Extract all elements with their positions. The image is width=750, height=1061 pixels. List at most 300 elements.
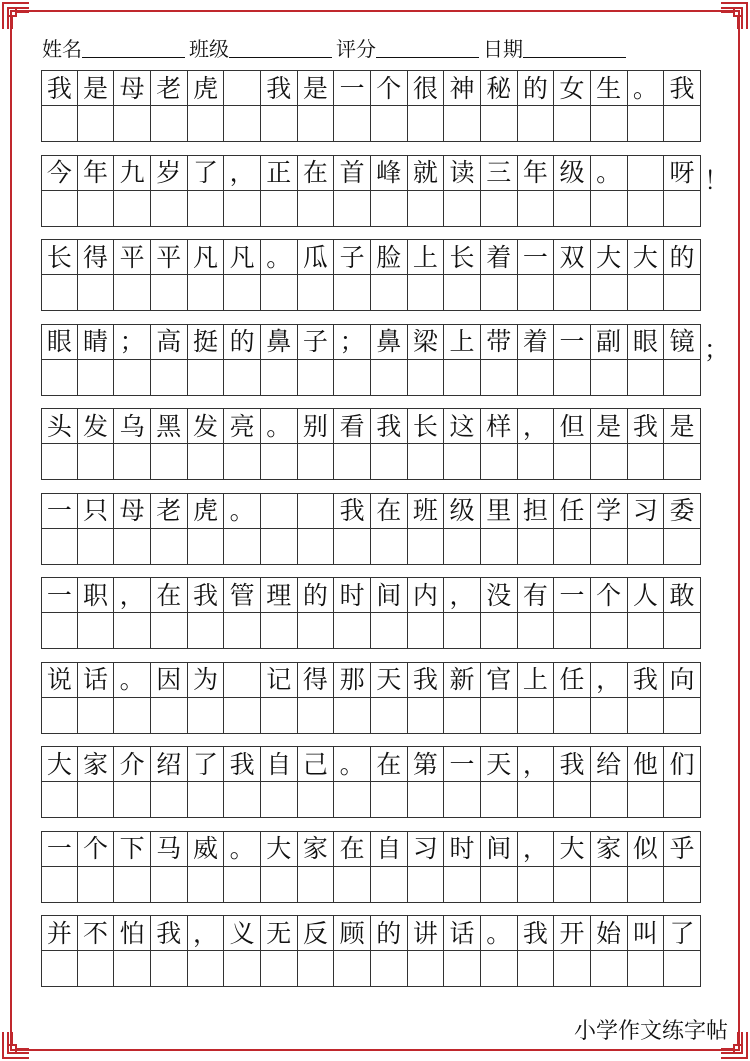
practice-cell[interactable] — [188, 106, 225, 142]
practice-cell[interactable] — [444, 106, 481, 142]
practice-row — [41, 529, 701, 565]
practice-cell[interactable] — [41, 106, 78, 142]
practice-cell[interactable] — [78, 106, 115, 142]
practice-cell[interactable] — [114, 444, 151, 480]
practice-cell[interactable] — [334, 951, 371, 987]
margin-punctuation: ！ — [704, 165, 730, 195]
practice-cell[interactable] — [664, 360, 701, 396]
practice-cell[interactable] — [41, 444, 78, 480]
character-cell: 一 — [41, 831, 78, 867]
practice-cell[interactable] — [188, 613, 225, 649]
practice-cell[interactable] — [334, 867, 371, 903]
practice-cell[interactable] — [554, 106, 591, 142]
practice-cell[interactable] — [554, 360, 591, 396]
practice-cell[interactable] — [554, 782, 591, 818]
character-cell: 。 — [628, 70, 665, 106]
practice-cell[interactable] — [371, 106, 408, 142]
practice-cell[interactable] — [151, 444, 188, 480]
practice-cell[interactable] — [151, 782, 188, 818]
practice-cell[interactable] — [298, 275, 335, 311]
practice-cell[interactable] — [628, 106, 665, 142]
practice-cell[interactable] — [481, 360, 518, 396]
practice-cell[interactable] — [518, 191, 555, 227]
name-blank[interactable] — [82, 56, 185, 58]
practice-cell[interactable] — [224, 360, 261, 396]
character-cell: 鼻 — [371, 324, 408, 360]
practice-cell[interactable] — [591, 444, 628, 480]
practice-cell[interactable] — [518, 106, 555, 142]
practice-cell[interactable] — [334, 275, 371, 311]
practice-cell[interactable] — [371, 529, 408, 565]
practice-cell[interactable] — [114, 529, 151, 565]
practice-cell[interactable] — [261, 360, 298, 396]
practice-cell[interactable] — [298, 698, 335, 734]
character-cell: 长 — [408, 408, 445, 444]
practice-cell[interactable] — [41, 191, 78, 227]
character-cell: 我 — [151, 915, 188, 951]
character-cell: 一 — [444, 746, 481, 782]
practice-cell[interactable] — [298, 867, 335, 903]
practice-cell[interactable] — [591, 867, 628, 903]
class-label: 班级 — [189, 37, 229, 61]
practice-cell[interactable] — [298, 444, 335, 480]
practice-cell[interactable] — [481, 106, 518, 142]
practice-cell[interactable] — [444, 444, 481, 480]
character-cell: 习 — [408, 831, 445, 867]
character-cell: 了 — [664, 915, 701, 951]
practice-cell[interactable] — [114, 275, 151, 311]
practice-cell[interactable] — [481, 275, 518, 311]
practice-cell[interactable] — [481, 191, 518, 227]
character-cell: 习 — [628, 493, 665, 529]
practice-cell[interactable] — [371, 360, 408, 396]
practice-cell[interactable] — [444, 867, 481, 903]
character-cell: 的 — [298, 577, 335, 613]
practice-cell[interactable] — [334, 191, 371, 227]
character-cell: 的 — [518, 70, 555, 106]
character-cell: 家 — [591, 831, 628, 867]
practice-cell[interactable] — [371, 191, 408, 227]
practice-cell[interactable] — [408, 106, 445, 142]
date-field — [483, 33, 630, 62]
name-field — [42, 33, 189, 62]
practice-cell[interactable] — [261, 867, 298, 903]
character-cell: 似 — [628, 831, 665, 867]
corner-ornament-top-right — [720, 2, 748, 30]
practice-cell[interactable] — [518, 867, 555, 903]
practice-cell[interactable] — [444, 529, 481, 565]
character-cell: 在 — [371, 493, 408, 529]
practice-cell[interactable] — [554, 613, 591, 649]
practice-cell[interactable] — [408, 782, 445, 818]
character-cell: 人 — [628, 577, 665, 613]
practice-cell[interactable] — [114, 698, 151, 734]
character-cell: 不 — [78, 915, 115, 951]
character-cell — [224, 662, 261, 698]
practice-cell[interactable] — [444, 782, 481, 818]
practice-cell[interactable] — [518, 782, 555, 818]
practice-cell[interactable] — [628, 867, 665, 903]
practice-cell[interactable] — [224, 191, 261, 227]
practice-cell[interactable] — [444, 275, 481, 311]
character-cell: 间 — [481, 831, 518, 867]
practice-cell[interactable] — [554, 698, 591, 734]
score-field — [336, 33, 483, 62]
practice-cell[interactable] — [664, 613, 701, 649]
practice-cell[interactable] — [41, 613, 78, 649]
practice-cell[interactable] — [371, 275, 408, 311]
practice-cell[interactable] — [628, 613, 665, 649]
practice-cell[interactable] — [334, 782, 371, 818]
character-cell: 平 — [114, 239, 151, 275]
character-cell: 我 — [408, 662, 445, 698]
character-cell: 自 — [261, 746, 298, 782]
character-cell: 正 — [261, 155, 298, 191]
practice-cell[interactable] — [78, 529, 115, 565]
character-cell: 义 — [224, 915, 261, 951]
grid-row-unit — [41, 746, 701, 831]
practice-cell[interactable] — [78, 613, 115, 649]
practice-cell[interactable] — [554, 951, 591, 987]
practice-cell[interactable] — [518, 360, 555, 396]
character-cell: 在 — [334, 831, 371, 867]
grid-row-unit — [41, 408, 701, 493]
practice-row — [41, 698, 701, 734]
practice-cell[interactable] — [188, 782, 225, 818]
character-cell: 时 — [334, 577, 371, 613]
practice-cell[interactable] — [554, 191, 591, 227]
practice-cell[interactable] — [114, 867, 151, 903]
character-cell: 平 — [151, 239, 188, 275]
practice-cell[interactable] — [408, 529, 445, 565]
character-cell: 顾 — [334, 915, 371, 951]
practice-cell[interactable] — [591, 191, 628, 227]
corner-ornament-top-left — [2, 2, 30, 30]
practice-cell[interactable] — [188, 360, 225, 396]
practice-cell[interactable] — [114, 782, 151, 818]
practice-cell[interactable] — [518, 275, 555, 311]
practice-cell[interactable] — [628, 951, 665, 987]
practice-cell[interactable] — [261, 444, 298, 480]
practice-cell[interactable] — [664, 275, 701, 311]
character-cell: 叫 — [628, 915, 665, 951]
practice-cell[interactable] — [261, 529, 298, 565]
date-blank[interactable] — [523, 56, 626, 58]
practice-cell[interactable] — [444, 191, 481, 227]
practice-cell[interactable] — [78, 782, 115, 818]
character-cell: 梁 — [408, 324, 445, 360]
character-cell: 老 — [151, 70, 188, 106]
practice-cell[interactable] — [371, 782, 408, 818]
character-cell: 长 — [444, 239, 481, 275]
character-cell: 头 — [41, 408, 78, 444]
character-cell: 我 — [664, 70, 701, 106]
character-row — [41, 493, 701, 529]
practice-cell[interactable] — [188, 275, 225, 311]
character-cell: 乎 — [664, 831, 701, 867]
practice-cell[interactable] — [78, 191, 115, 227]
character-cell: 的 — [371, 915, 408, 951]
practice-cell[interactable] — [481, 529, 518, 565]
practice-cell[interactable] — [188, 191, 225, 227]
practice-cell[interactable] — [151, 275, 188, 311]
practice-cell[interactable] — [664, 782, 701, 818]
practice-cell[interactable] — [188, 951, 225, 987]
character-row — [41, 70, 701, 106]
character-cell: 他 — [628, 746, 665, 782]
practice-cell[interactable] — [41, 275, 78, 311]
practice-cell[interactable] — [78, 698, 115, 734]
practice-cell[interactable] — [408, 191, 445, 227]
practice-cell[interactable] — [41, 782, 78, 818]
character-cell: 秘 — [481, 70, 518, 106]
character-cell: 因 — [151, 662, 188, 698]
practice-cell[interactable] — [298, 191, 335, 227]
class-blank[interactable] — [229, 56, 332, 58]
practice-row — [41, 275, 701, 311]
practice-cell[interactable] — [78, 444, 115, 480]
character-cell: 黑 — [151, 408, 188, 444]
practice-cell[interactable] — [41, 529, 78, 565]
practice-cell[interactable] — [408, 613, 445, 649]
practice-cell[interactable] — [664, 191, 701, 227]
practice-cell[interactable] — [481, 698, 518, 734]
practice-cell[interactable] — [298, 360, 335, 396]
character-cell: 委 — [664, 493, 701, 529]
practice-cell[interactable] — [481, 951, 518, 987]
practice-cell[interactable] — [591, 360, 628, 396]
practice-cell[interactable] — [114, 106, 151, 142]
character-cell: 眼 — [41, 324, 78, 360]
practice-cell[interactable] — [261, 782, 298, 818]
practice-cell[interactable] — [151, 867, 188, 903]
practice-cell[interactable] — [371, 698, 408, 734]
practice-cell[interactable] — [628, 782, 665, 818]
practice-cell[interactable] — [591, 613, 628, 649]
practice-cell[interactable] — [554, 444, 591, 480]
practice-cell[interactable] — [628, 360, 665, 396]
character-cell: 得 — [298, 662, 335, 698]
practice-cell[interactable] — [591, 951, 628, 987]
practice-cell[interactable] — [408, 867, 445, 903]
practice-cell[interactable] — [78, 867, 115, 903]
practice-cell[interactable] — [298, 951, 335, 987]
character-cell: 得 — [78, 239, 115, 275]
practice-cell[interactable] — [408, 275, 445, 311]
practice-cell[interactable] — [554, 275, 591, 311]
practice-cell[interactable] — [224, 275, 261, 311]
practice-cell[interactable] — [664, 951, 701, 987]
practice-cell[interactable] — [408, 698, 445, 734]
practice-cell[interactable] — [298, 613, 335, 649]
name-label: 姓名 — [42, 37, 82, 61]
character-cell: 子 — [298, 324, 335, 360]
practice-cell[interactable] — [41, 698, 78, 734]
practice-cell[interactable] — [518, 444, 555, 480]
practice-cell[interactable] — [151, 529, 188, 565]
date-label: 日期 — [483, 37, 523, 61]
practice-cell[interactable] — [114, 951, 151, 987]
character-cell: 我 — [554, 746, 591, 782]
practice-cell[interactable] — [628, 275, 665, 311]
practice-cell[interactable] — [591, 698, 628, 734]
practice-cell[interactable] — [444, 613, 481, 649]
practice-cell[interactable] — [591, 106, 628, 142]
practice-cell[interactable] — [664, 529, 701, 565]
practice-row — [41, 191, 701, 227]
practice-cell[interactable] — [518, 529, 555, 565]
character-row — [41, 408, 701, 444]
practice-cell[interactable] — [151, 106, 188, 142]
practice-cell[interactable] — [481, 867, 518, 903]
writing-grid — [41, 70, 730, 1000]
character-cell: 我 — [334, 493, 371, 529]
practice-cell[interactable] — [334, 613, 371, 649]
practice-cell[interactable] — [371, 444, 408, 480]
practice-cell[interactable] — [78, 951, 115, 987]
practice-cell[interactable] — [334, 529, 371, 565]
character-cell: 时 — [444, 831, 481, 867]
score-blank[interactable] — [376, 56, 479, 58]
practice-cell[interactable] — [298, 529, 335, 565]
character-row — [41, 746, 701, 782]
practice-cell[interactable] — [334, 360, 371, 396]
character-cell: 着 — [481, 239, 518, 275]
practice-cell[interactable] — [224, 529, 261, 565]
character-cell: 家 — [298, 831, 335, 867]
practice-cell[interactable] — [664, 867, 701, 903]
practice-cell[interactable] — [261, 698, 298, 734]
practice-cell[interactable] — [518, 613, 555, 649]
practice-row — [41, 444, 701, 480]
character-cell: ， — [591, 662, 628, 698]
practice-cell[interactable] — [371, 867, 408, 903]
practice-cell[interactable] — [664, 698, 701, 734]
practice-cell[interactable] — [151, 191, 188, 227]
character-cell: 话 — [444, 915, 481, 951]
practice-cell[interactable] — [188, 444, 225, 480]
practice-cell[interactable] — [518, 951, 555, 987]
practice-cell[interactable] — [114, 613, 151, 649]
practice-cell[interactable] — [224, 444, 261, 480]
practice-cell[interactable] — [114, 360, 151, 396]
practice-cell[interactable] — [628, 444, 665, 480]
character-cell: ， — [188, 915, 225, 951]
practice-cell[interactable] — [151, 951, 188, 987]
character-cell: 个 — [78, 831, 115, 867]
practice-cell[interactable] — [334, 698, 371, 734]
practice-cell[interactable] — [408, 444, 445, 480]
character-row — [41, 915, 701, 951]
practice-cell[interactable] — [591, 529, 628, 565]
practice-cell[interactable] — [371, 613, 408, 649]
practice-cell[interactable] — [298, 106, 335, 142]
practice-cell[interactable] — [78, 360, 115, 396]
practice-cell[interactable] — [224, 106, 261, 142]
practice-cell[interactable] — [664, 106, 701, 142]
character-cell: 的 — [224, 324, 261, 360]
practice-cell[interactable] — [664, 444, 701, 480]
footer-title: 小学作文练字帖 — [573, 1019, 728, 1044]
character-cell: 有 — [518, 577, 555, 613]
practice-cell[interactable] — [41, 360, 78, 396]
practice-cell[interactable] — [188, 698, 225, 734]
practice-cell[interactable] — [151, 613, 188, 649]
practice-cell[interactable] — [444, 951, 481, 987]
practice-cell[interactable] — [151, 698, 188, 734]
practice-cell[interactable] — [114, 191, 151, 227]
grid-row-unit — [41, 155, 730, 240]
practice-cell[interactable] — [444, 360, 481, 396]
practice-cell[interactable] — [41, 867, 78, 903]
character-cell: 新 — [444, 662, 481, 698]
practice-cell[interactable] — [188, 867, 225, 903]
practice-cell[interactable] — [518, 698, 555, 734]
practice-cell[interactable] — [481, 613, 518, 649]
character-cell — [628, 155, 665, 191]
character-cell: 讲 — [408, 915, 445, 951]
practice-cell[interactable] — [371, 951, 408, 987]
practice-cell[interactable] — [628, 191, 665, 227]
practice-cell[interactable] — [334, 106, 371, 142]
practice-cell[interactable] — [334, 444, 371, 480]
character-row — [41, 831, 701, 867]
character-cell: 一 — [518, 239, 555, 275]
practice-cell[interactable] — [188, 529, 225, 565]
practice-cell[interactable] — [628, 698, 665, 734]
practice-cell[interactable] — [261, 275, 298, 311]
character-cell: 长 — [41, 239, 78, 275]
practice-cell[interactable] — [224, 782, 261, 818]
practice-cell[interactable] — [261, 613, 298, 649]
character-cell: 女 — [554, 70, 591, 106]
character-cell: 天 — [481, 746, 518, 782]
practice-cell[interactable] — [261, 191, 298, 227]
practice-cell[interactable] — [408, 951, 445, 987]
practice-cell[interactable] — [481, 444, 518, 480]
character-cell: 向 — [664, 662, 701, 698]
practice-cell[interactable] — [444, 698, 481, 734]
practice-cell[interactable] — [481, 782, 518, 818]
character-cell: 班 — [408, 493, 445, 529]
practice-cell[interactable] — [78, 275, 115, 311]
practice-cell[interactable] — [224, 698, 261, 734]
practice-cell[interactable] — [224, 613, 261, 649]
practice-cell[interactable] — [261, 106, 298, 142]
practice-cell[interactable] — [554, 529, 591, 565]
character-cell: 是 — [78, 70, 115, 106]
practice-cell[interactable] — [408, 360, 445, 396]
character-cell: 大 — [591, 239, 628, 275]
practice-cell[interactable] — [628, 529, 665, 565]
practice-cell[interactable] — [261, 951, 298, 987]
practice-cell[interactable] — [151, 360, 188, 396]
practice-cell[interactable] — [298, 782, 335, 818]
practice-cell[interactable] — [224, 867, 261, 903]
practice-cell[interactable] — [224, 951, 261, 987]
character-cell: 。 — [114, 662, 151, 698]
practice-row — [41, 782, 701, 818]
character-cell: 九 — [114, 155, 151, 191]
character-cell: 睛 — [78, 324, 115, 360]
practice-cell[interactable] — [41, 951, 78, 987]
character-cell: 峰 — [371, 155, 408, 191]
practice-cell[interactable] — [554, 867, 591, 903]
practice-cell[interactable] — [591, 782, 628, 818]
practice-cell[interactable] — [591, 275, 628, 311]
character-cell: 我 — [188, 577, 225, 613]
character-cell: 双 — [554, 239, 591, 275]
